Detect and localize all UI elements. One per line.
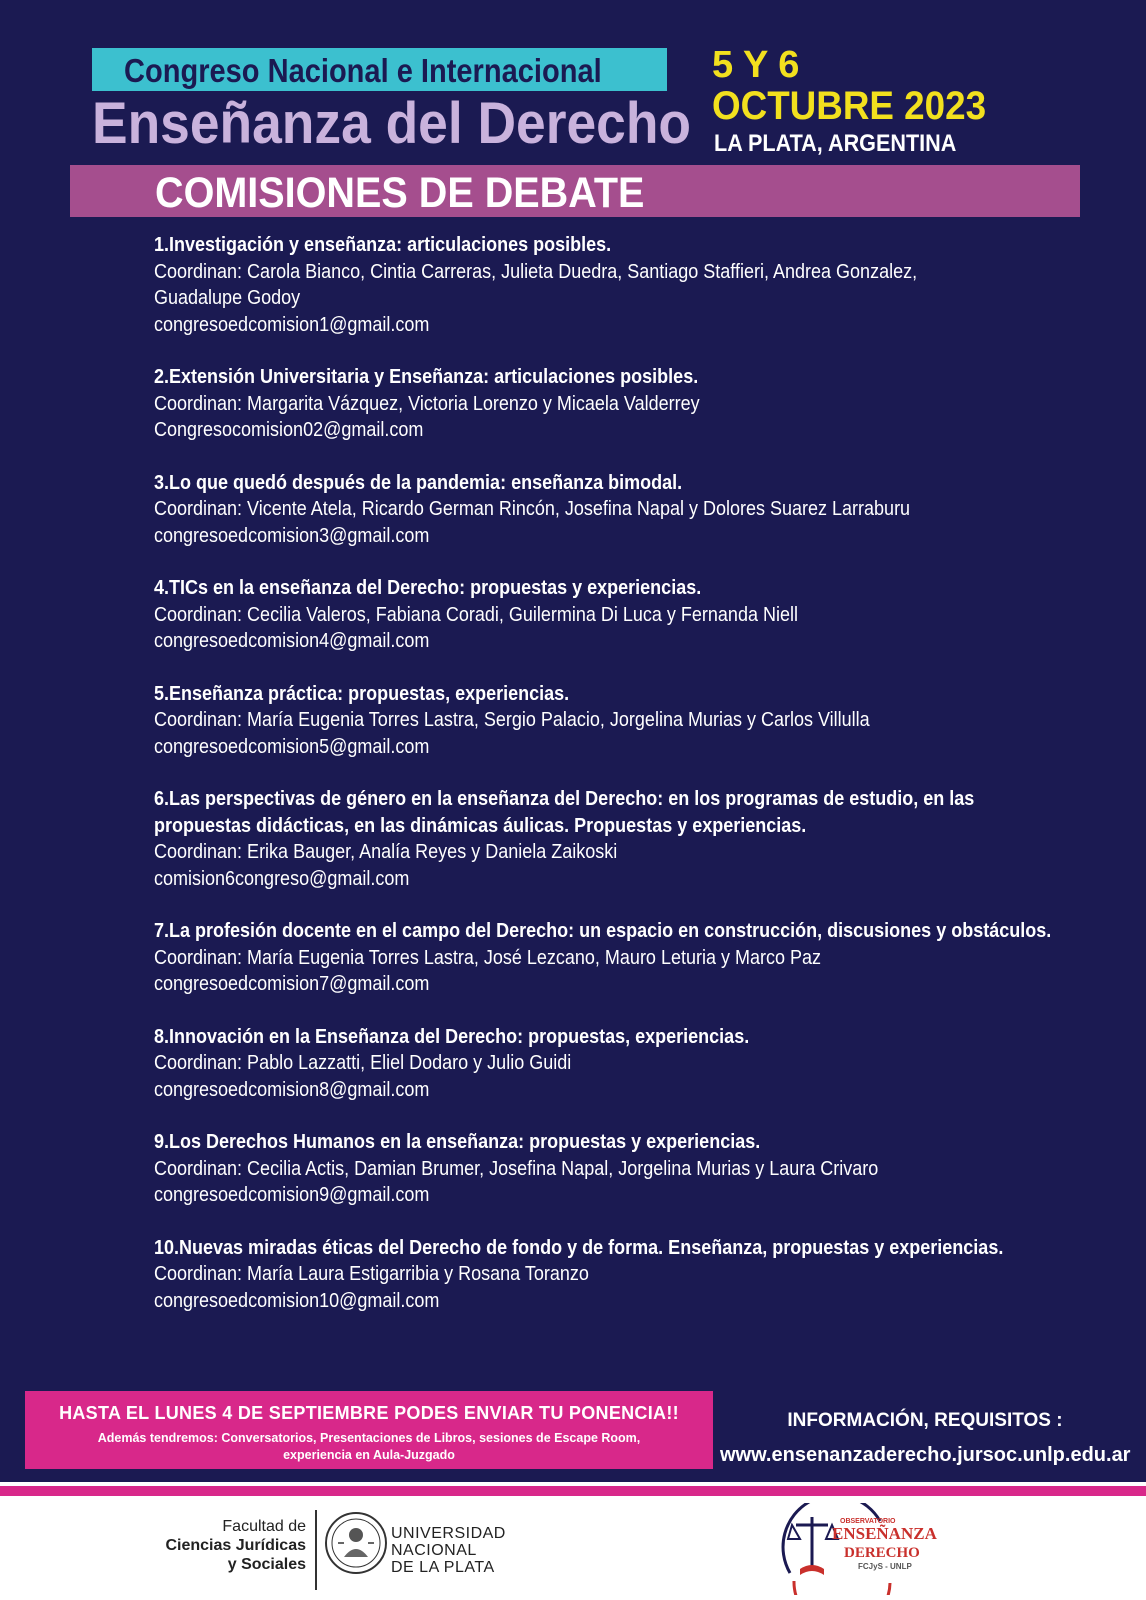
svg-text:DERECHO: DERECHO [844, 1545, 920, 1561]
university-line: UNIVERSIDAD [391, 1525, 506, 1542]
university-line: NACIONAL [391, 1542, 477, 1559]
info-label: INFORMACIÓN, REQUISITOS : [787, 1410, 1063, 1431]
faculty-line: Facultad de [222, 1518, 306, 1535]
section-band [70, 165, 1080, 217]
commission-coordinators: Coordinan: Carola Bianco, Cintia Carreras, Julieta Duedra, Santiago Staffieri, Andrea Gonzalez, [154, 260, 918, 283]
commission-item [154, 1235, 1054, 1315]
commission-email[interactable]: congresoedcomision9@gmail.com [154, 1184, 430, 1206]
commission-coordinators: Coordinan: Erika Bauger, Analía Reyes y Daniela Zaikoski [154, 841, 618, 863]
commission-coordinators: Coordinan: María Eugenia Torres Lastra, Sergio Palacio, Jorgelina Murias y Carlos Villulla [154, 709, 870, 731]
footer-divider [0, 1486, 1146, 1496]
svg-text:FCJyS - UNLP: FCJyS - UNLP [858, 1562, 912, 1571]
faculty-line: Ciencias Jurídicas [165, 1537, 306, 1554]
commission-title: 6.Las perspectivas de género en la enseñanza del Derecho: en los programas de estudio, en las propuestas didácticas, en las dinámicas áulicas. Propuestas y experiencias. [154, 788, 975, 837]
commission-email[interactable]: congresoedcomision5@gmail.com [154, 735, 430, 758]
deadline-headline: HASTA EL LUNES 4 DE SEPTIEMBRE PODES ENVIAR TU PONENCIA!! [59, 1403, 679, 1423]
commission-email[interactable]: comision6congreso@gmail.com [154, 867, 410, 890]
commission-item [154, 364, 1054, 444]
congress-title: Enseñanza del Derecho [92, 91, 692, 156]
info-block [720, 1410, 1130, 1467]
commission-coordinators: Coordinan: Cecilia Valeros, Fabiana Coradi, Guilermina Di Luca y Fernanda Niell [154, 603, 798, 626]
commission-title: 9.Los Derechos Humanos en la enseñanza: propuestas y experiencias. [154, 1131, 761, 1153]
commission-item [154, 575, 1054, 655]
commission-title: 4.TICs en la enseñanza del Derecho: propuestas y experiencias. [154, 577, 702, 599]
svg-text:ENSEÑANZA: ENSEÑANZA [832, 1524, 937, 1543]
university-seal-icon [324, 1511, 388, 1575]
commission-item [154, 470, 1054, 550]
university-line: DE LA PLATA [391, 1559, 495, 1576]
faculty-line: y Sociales [227, 1556, 306, 1573]
svg-text:OBSERVATORIO: OBSERVATORIO [840, 1518, 896, 1525]
commission-email[interactable]: congresoedcomision1@gmail.com [154, 313, 430, 336]
commission-item [154, 1024, 1054, 1104]
commission-item [154, 681, 1054, 761]
commission-email[interactable]: congresoedcomision3@gmail.com [154, 524, 430, 547]
deadline-banner [25, 1391, 713, 1469]
commission-title: 10.Nuevas miradas éticas del Derecho de fondo y de forma. Enseñanza, propuestas y experiencias. [154, 1236, 1004, 1259]
commission-coordinators-cont: Guadalupe Godoy [154, 287, 301, 309]
commission-item [154, 918, 1054, 998]
event-month-year: OCTUBRE 2023 [712, 84, 987, 128]
university-name [391, 1525, 506, 1576]
commission-coordinators: Coordinan: María Laura Estigarribia y Rosana Toranzo [154, 1263, 589, 1285]
commission-title: 2.Extensión Universitaria y Enseñanza: articulaciones posibles. [154, 366, 699, 388]
commission-email[interactable]: congresoedcomision7@gmail.com [154, 973, 430, 995]
commission-coordinators: Coordinan: Margarita Vázquez, Victoria Lorenzo y Micaela Valderrey [154, 392, 700, 415]
commission-email[interactable]: congresoedcomision4@gmail.com [154, 630, 430, 652]
commission-email[interactable]: Congresocomision02@gmail.com [154, 419, 424, 441]
congress-subtitle-band [92, 48, 667, 91]
commission-title: 5.Enseñanza práctica: propuestas, experiencias. [154, 682, 570, 705]
observatory-logo-icon [780, 1503, 960, 1595]
deadline-detail: Además tendremos: Conversatorios, Presentaciones de Libros, sesiones de Escape Room, experiencia en Aula-Juzgado [97, 1431, 641, 1462]
logo-divider [315, 1510, 317, 1590]
commission-title: 8.Innovación en la Enseñanza del Derecho: propuestas, experiencias. [154, 1025, 750, 1048]
commission-coordinators: Coordinan: María Eugenia Torres Lastra, José Lezcano, Mauro Leturia y Marco Paz [154, 946, 822, 969]
commission-coordinators: Coordinan: Cecilia Actis, Damian Brumer, Josefina Napal, Jorgelina Murias y Laura Crivaro [154, 1157, 879, 1180]
event-location: LA PLATA, ARGENTINA [714, 130, 957, 157]
faculty-name [160, 1517, 306, 1574]
commission-item [154, 786, 1054, 892]
congress-subtitle: Congreso Nacional e Internacional [124, 52, 602, 89]
commission-item [154, 232, 1054, 338]
section-title: COMISIONES DE DEBATE [155, 169, 645, 217]
commission-list [154, 232, 1054, 1340]
commission-email[interactable]: congresoedcomision8@gmail.com [154, 1078, 430, 1101]
commission-title: 3.Lo que quedó después de la pandemia: enseñanza bimodal. [154, 471, 683, 494]
info-url-link[interactable]: www.ensenanzaderecho.jursoc.unlp.edu.ar [720, 1444, 1131, 1466]
commission-title: 7.La profesión docente en el campo del Derecho: un espacio en construcción, discusiones y obstáculos. [154, 920, 1052, 942]
commission-title: 1.Investigación y enseñanza: articulaciones posibles. [154, 234, 612, 256]
commission-coordinators: Coordinan: Pablo Lazzatti, Eliel Dodaro y Julio Guidi [154, 1052, 572, 1074]
commission-item [154, 1129, 1054, 1209]
event-days: 5 Y 6 [712, 44, 800, 86]
commission-coordinators: Coordinan: Vicente Atela, Ricardo German Rincón, Josefina Napal y Dolores Suarez Larraburu [154, 498, 911, 520]
commission-email[interactable]: congresoedcomision10@gmail.com [154, 1289, 440, 1312]
